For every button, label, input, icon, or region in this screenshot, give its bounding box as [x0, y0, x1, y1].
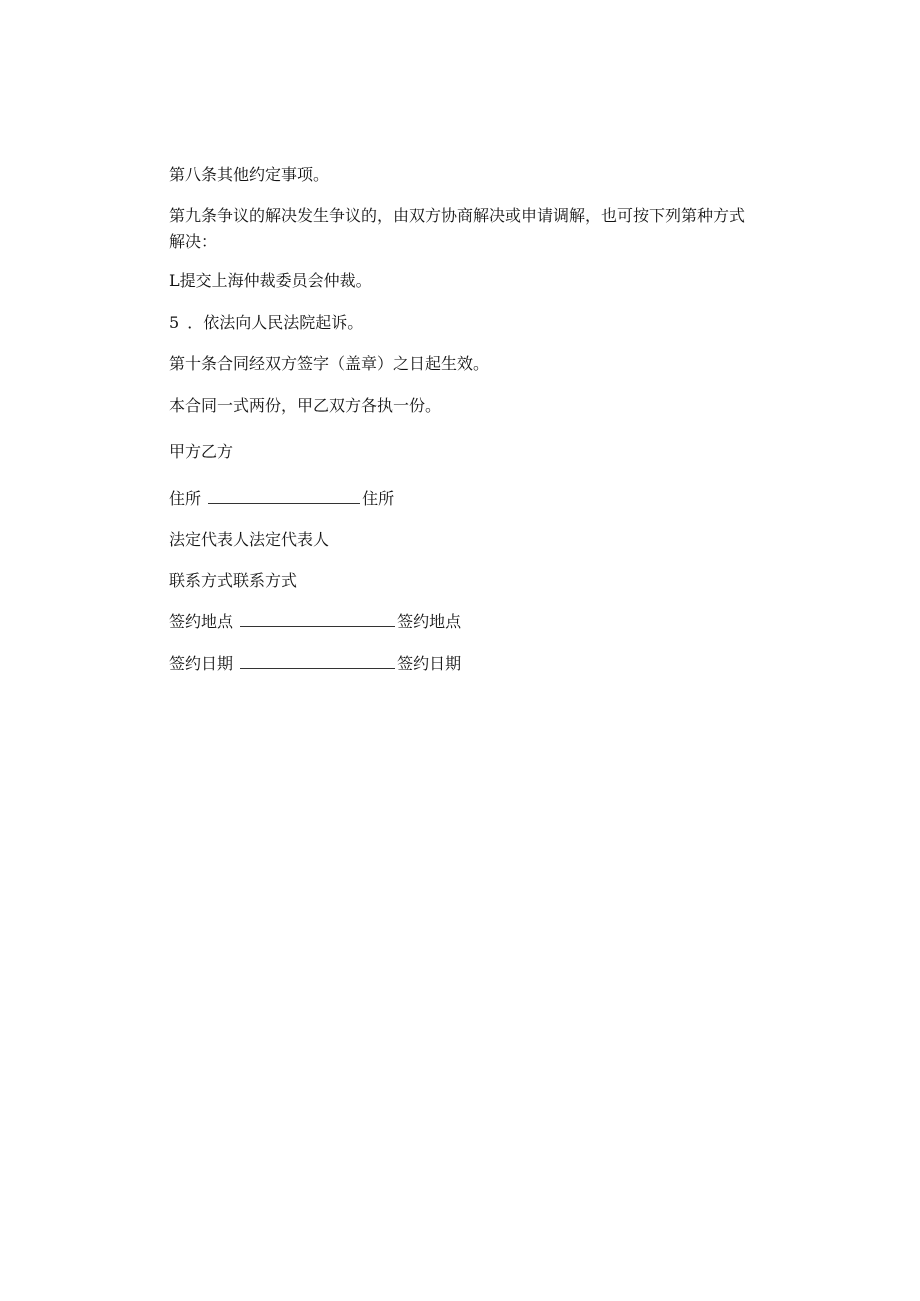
parties-heading: 甲方乙方	[169, 442, 234, 461]
option-2-number: 5	[169, 313, 180, 332]
address-blank	[208, 487, 360, 504]
address-label-left: 住所	[169, 489, 202, 508]
sign-place-label-left: 签约地点	[169, 612, 234, 631]
sign-date-label-right: 签约日期	[397, 654, 462, 673]
copies-note: 本合同一式两份，甲乙双方各执一份。	[169, 396, 442, 415]
clause-9	[169, 203, 789, 255]
address-row	[169, 487, 394, 511]
contact-row: 联系方式联系方式	[169, 571, 298, 590]
sign-place-label-right: 签约地点	[397, 612, 462, 631]
clause-10: 第十条合同经双方签字（盖章）之日起生效。	[169, 354, 490, 373]
address-label-right: 住所	[362, 489, 395, 508]
option-2-text: ．依法向人民法院起诉。	[187, 313, 364, 332]
sign-place-row	[169, 610, 461, 634]
sign-place-blank	[240, 610, 395, 627]
sign-date-blank	[240, 652, 395, 669]
option-2	[169, 311, 363, 335]
clause-9-line1: 第九条争议的解决发生争议的，由双方协商解决或申请调解，也可按下列第种方式	[169, 206, 746, 225]
legal-rep-row: 法定代表人法定代表人	[169, 530, 330, 549]
option-1: L提交上海仲裁委员会仲裁。	[169, 271, 372, 290]
clause-9-line2: 解决：	[169, 232, 218, 251]
clause-8: 第八条其他约定事项。	[169, 165, 330, 184]
sign-date-row	[169, 652, 461, 676]
sign-date-label-left: 签约日期	[169, 654, 234, 673]
